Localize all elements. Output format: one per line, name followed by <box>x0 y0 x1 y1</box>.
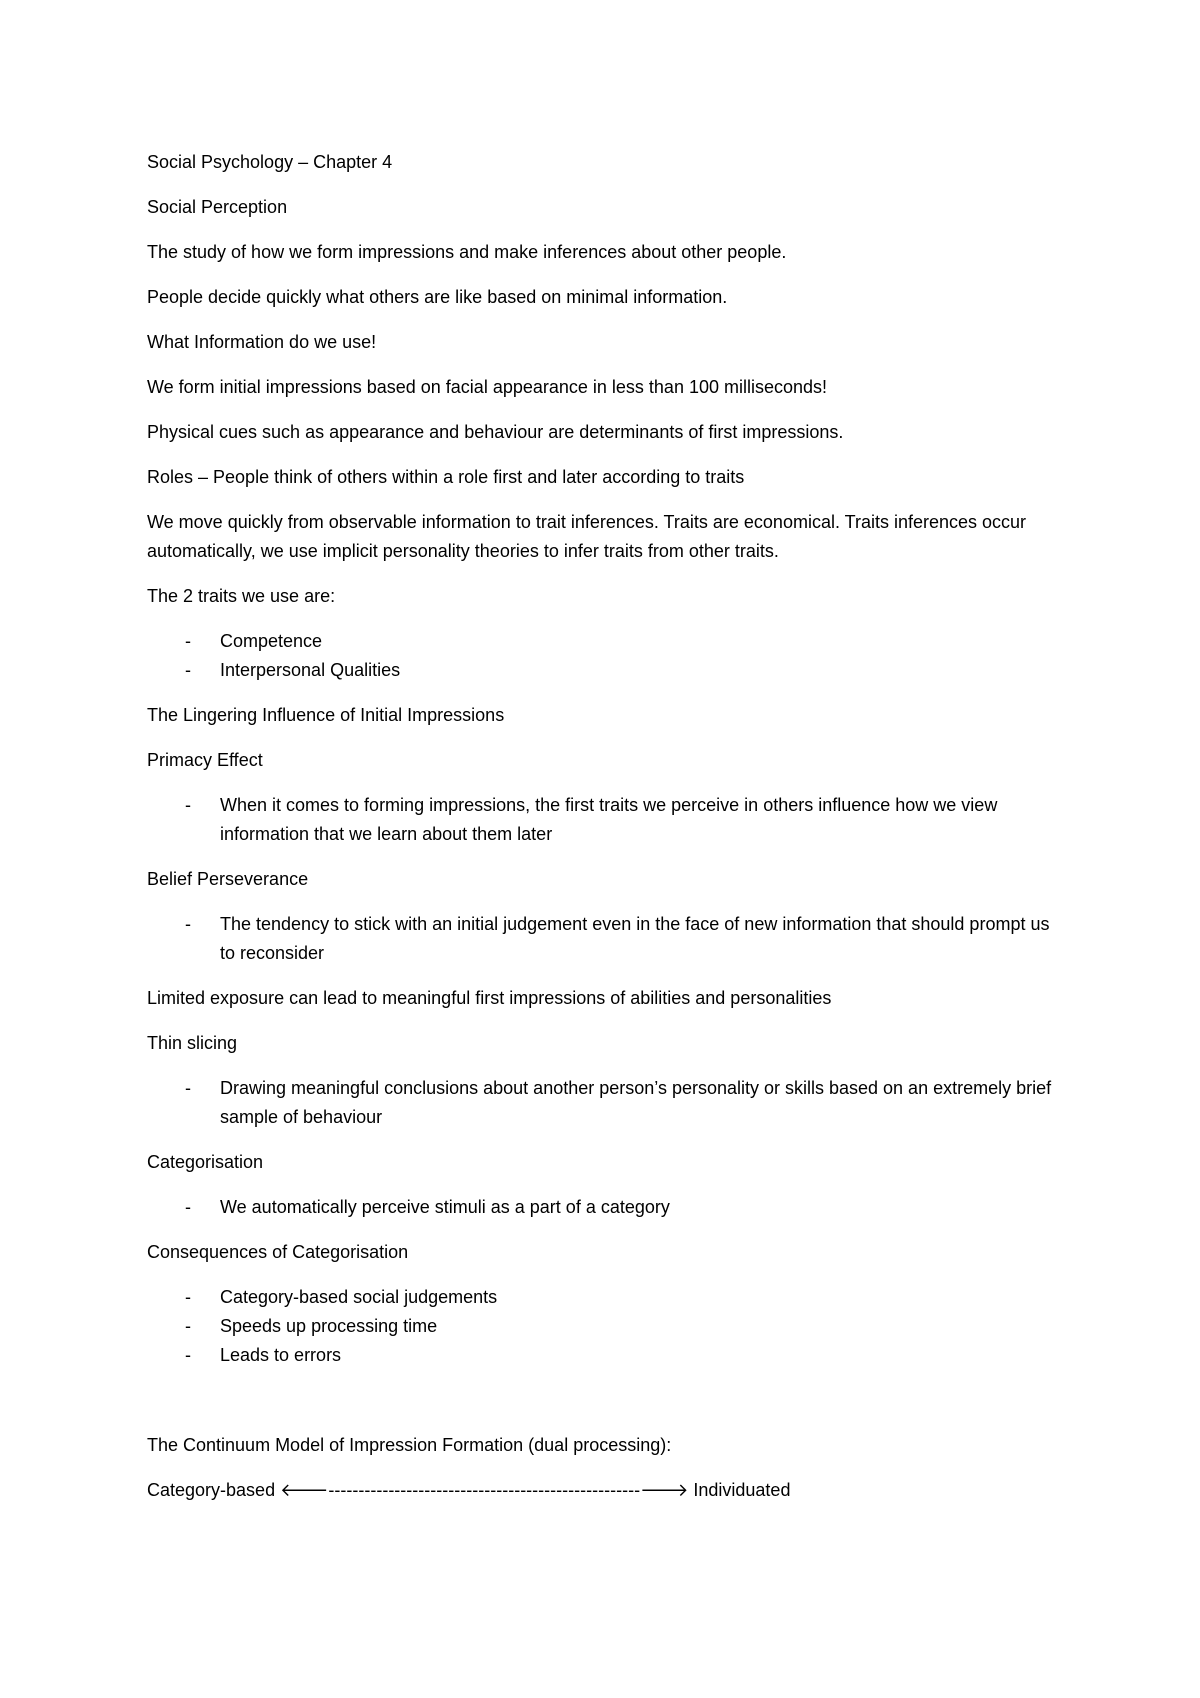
list-item <box>147 656 1067 685</box>
list-item-text: Leads to errors <box>220 1345 342 1365</box>
traits-list <box>147 627 1067 685</box>
section-heading-social-perception: Social Perception <box>147 197 288 217</box>
belief-list <box>147 910 1067 968</box>
list-item-text: Competence <box>220 631 323 651</box>
bullet-dash: - <box>185 1287 191 1307</box>
list-item-text: Category-based social judgements <box>220 1287 498 1307</box>
paragraph-physical-cues: Physical cues such as appearance and behaviour are determinants of first impressions. <box>147 422 844 442</box>
paragraph-minimal-information: People decide quickly what others are like based on minimal information. <box>147 287 728 307</box>
list-item-text: Speeds up processing time <box>220 1316 438 1336</box>
paragraph-trait-inferences: We move quickly from observable information to trait inferences. Traits are economical. Traits inferences occur automatically, we use implicit personality theories to infer traits from other traits. <box>147 512 1027 561</box>
categorisation-heading: Categorisation <box>147 1152 264 1172</box>
continuum-line: ---------------------------------------------------- <box>328 1480 641 1500</box>
belief-heading: Belief Perseverance <box>147 869 309 889</box>
consequences-list <box>147 1283 1067 1370</box>
thin-slicing-list <box>147 1074 1067 1132</box>
bullet-dash: - <box>185 914 191 934</box>
continuum-heading: The Continuum Model of Impression Formation (dual processing): <box>147 1435 672 1455</box>
list-item <box>147 1341 1067 1370</box>
list-item <box>147 791 1067 849</box>
list-item <box>147 1312 1067 1341</box>
primacy-heading: Primacy Effect <box>147 750 263 770</box>
bullet-dash: - <box>185 1197 191 1217</box>
bullet-dash: - <box>185 660 191 680</box>
bullet-dash: - <box>185 1345 191 1365</box>
bullet-dash: - <box>185 1078 191 1098</box>
bullet-dash: - <box>185 631 191 651</box>
list-item-text: Drawing meaningful conclusions about another person’s personality or skills based on an extremely brief sample of behaviour <box>220 1078 1052 1127</box>
paragraph-limited-exposure: Limited exposure can lead to meaningful first impressions of abilities and personalities <box>147 988 832 1008</box>
paragraph-roles: Roles – People think of others within a role first and later according to traits <box>147 467 745 487</box>
list-item-text: When it comes to forming impressions, the first traits we perceive in others influence how we view information that we learn about them later <box>220 795 998 844</box>
document-page <box>147 148 1067 1521</box>
bullet-dash: - <box>185 795 191 815</box>
list-item <box>147 627 1067 656</box>
primacy-list <box>147 791 1067 849</box>
lingering-heading: The Lingering Influence of Initial Impressions <box>147 705 505 725</box>
paragraph-definition: The study of how we form impressions and make inferences about other people. <box>147 242 787 262</box>
list-item <box>147 1283 1067 1312</box>
continuum-left-label: Category-based <box>147 1480 276 1500</box>
thin-slicing-heading: Thin slicing <box>147 1033 238 1053</box>
document-title: Social Psychology – Chapter 4 <box>147 152 393 172</box>
bullet-dash: - <box>185 1316 191 1336</box>
continuum-scale <box>147 1476 1067 1505</box>
categorisation-list <box>147 1193 1067 1222</box>
paragraph-facial-appearance: We form initial impressions based on facial appearance in less than 100 milliseconds! <box>147 377 828 397</box>
list-item-text: Interpersonal Qualities <box>220 660 401 680</box>
paragraph-two-traits: The 2 traits we use are: <box>147 586 336 606</box>
continuum-right-label: Individuated <box>693 1480 791 1500</box>
left-arrow-icon: 🡐 <box>280 1480 329 1501</box>
list-item <box>147 1074 1067 1132</box>
right-arrow-icon: 🡒 <box>640 1480 689 1501</box>
list-item-text: We automatically perceive stimuli as a part of a category <box>220 1197 670 1217</box>
spacer <box>147 1386 1067 1431</box>
list-item <box>147 910 1067 968</box>
list-item-text: The tendency to stick with an initial judgement even in the face of new information that should prompt us to reconsider <box>220 914 1050 963</box>
paragraph-what-information: What Information do we use! <box>147 332 377 352</box>
list-item <box>147 1193 1067 1222</box>
consequences-heading: Consequences of Categorisation <box>147 1242 409 1262</box>
